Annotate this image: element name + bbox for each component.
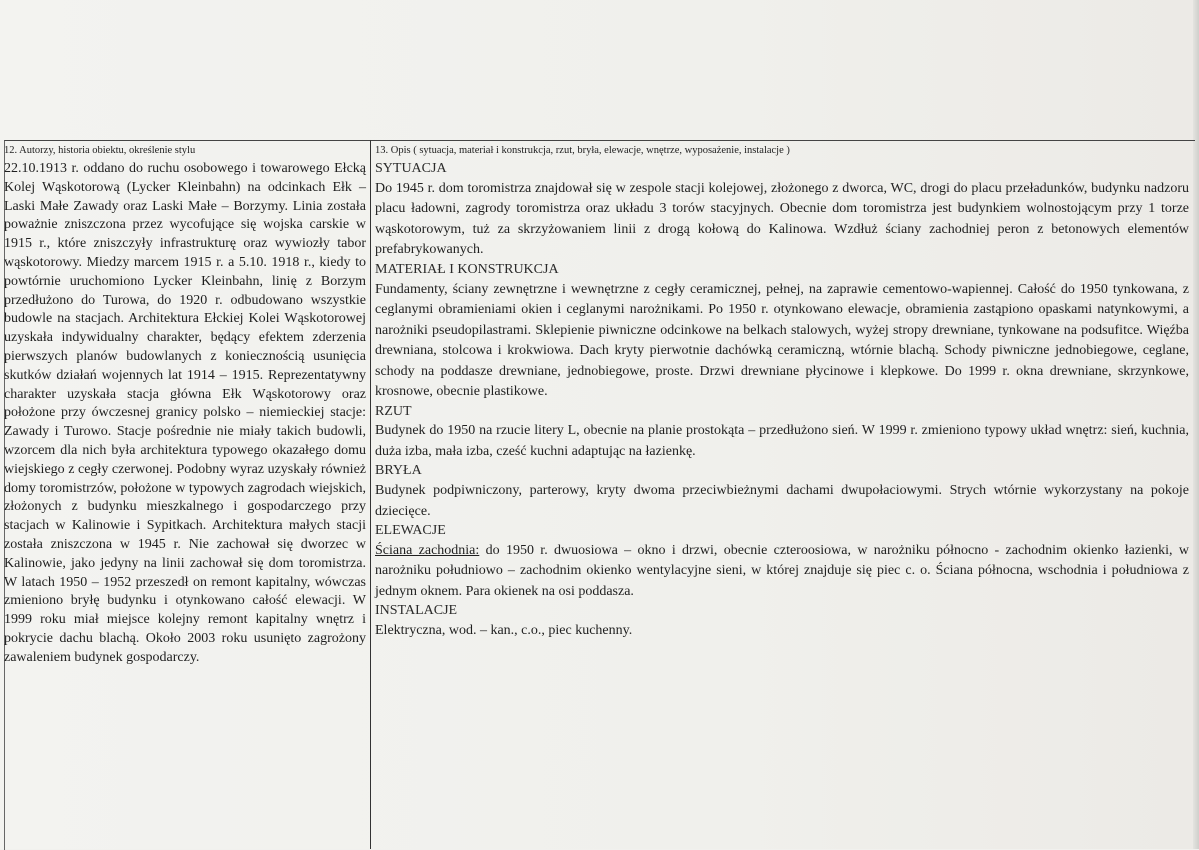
section-elewacje [375,522,1189,602]
section-body: Budynek podpiwniczony, parterowy, kryty dwoma przeciwbieżnymi dachami dwupołaciowymi. Strych wtórnie wykorzystany na pokoje dziecięce. [375,483,1189,519]
section-title: RZUT [375,403,412,419]
description-heading: 13. Opis ( sytuacja, materiał i konstrukcja, rzut, bryła, elewacje, wnętrze, wyposażenie, instalacje ) [375,145,790,156]
section-title: ELEWACJE [375,523,446,539]
section-body: Fundamenty, ściany zewnętrzne i wewnętrzne z cegły ceramicznej, pełnej, na zaprawie cementowo-wapiennej. Całość do 1950 tynkowana, z ceglanymi obramieniami okien i ceglanymi narożnikami. Po 1950 r. otynkowano elewacje, obramienia zastąpiono opaskami natynkowymi, a narożniki pseudopilastrami. Sklepienie piwniczne odcinkowe na belkach stalowych, wyżej stropy drewniane, tynkowane na podsufitce. Więźba drewniana, stolcowa i krokwiowa. Dach kryty pierwotnie dachówką ceramiczną, wtórnie blachą. Schody piwniczne jednobiegowe, ceglane, schody na poddasze drewniane, jednobiegowe, proste. Drzwi drewniane płycinowe i klepkowe. Do 1999 r. okna drewniane, skrzynkowe, krosnowe, obecnie plastikowe. [375,281,1189,400]
section-title: MATERIAŁ I KONSTRUKCJA [375,261,559,277]
section-instalacje [375,602,1189,641]
history-paragraph: 22.10.1913 r. oddano do ruchu osobowego i towarowego Ełcką Kolej Wąskotorową (Lycker Kleinbahn) na odcinkach Ełk – Laski Małe Zawady oraz Laski Małe – Borzymy. Linia została poważnie zniszczona przez wycofujące się wojska carskie w 1915 r., które zniszczyły infrastrukturę oraz wywiozły tabor wąskotorowy. Miedzy marcem 1915 r. a 5.10. 1918 r., kiedy to powtórnie uruchomiono Lycker Kleinbahn, linię z Borzym przedłużono do Turowa, do 1920 r. odbudowano wszystkie budowle na stacjach. Architektura Ełckiej Kolei Wąskotorowej uzyskała indywidualny charakter, będący efektem zderzenia pierwszych planów budowlanych z koniecznością usunięcia skutków działań wojennych lat 1914 – 1915. Reprezentatywny charakter uzyskała stacja główna Ełk Wąskotorowy oraz położone przy ówczesnej granicy polsko – niemieckiej stacje: Zawady i Turowo. Stacje pośrednie nie miały takich budowli, wzorcem dla nich była architektura typowego okazałego domu wiejskiego z cegły czerwonej. Podobny wyraz uzyskały również domy toromistrzów, położone w typowych zagrodach wiejskich, złożonych z budynku mieszkalnego i gospodarczego przy stacjach w Kalinowie i Sypitkach. Architektura małych stacji została zniszczona w 1945 r. Nie zachował się dworzec w Kalinowie, jako jedyny na linii zachował się dom toromistrza. W latach 1950 – 1952 przeszedł on remont kapitalny, wówczas zmieniono bryłę budynku i otynkowano całość elewacji. W 1999 roku miał miejsce kolejny remont kapitalny wnętrz i pokrycie dachu blachą. Około 2003 roku usunięto zagrożony zawaleniem budynek gospodarczy. [4,161,366,665]
history-heading: 12. Autorzy, historia obiektu, określenie stylu [4,145,196,156]
column-divider [370,140,371,849]
section-lead: Ściana zachodnia: [375,542,480,558]
history-column [4,142,366,668]
section-bryla [375,462,1189,522]
section-rzut [375,403,1189,463]
description-column [375,142,1189,642]
history-text [4,160,366,668]
section-title: BRYŁA [375,463,422,479]
section-body: Elektryczna, wod. – kan., c.o., piec kuchenny. [375,623,633,639]
section-title: INSTALACJE [375,603,458,619]
section-material [375,261,1189,403]
section-body: Budynek do 1950 na rzucie litery L, obecnie na planie prostokąta – przedłużono sień. W 1999 r. zmieniono typowy układ wnętrz: sień, kuchnia, duża izba, mała izba, cześć kuchni adaptując na łazienkę. [375,423,1189,459]
section-title: SYTUACJA [375,161,447,176]
section-sytuacja [375,160,1189,261]
section-body-text: do 1950 r. dwuosiowa – okno i drzwi, obecnie czteroosiowa, w narożniku północno - zachodnim okienko łazienki, w narożniku południowo – zachodnim okienko wentylacyjne sieni, w której znajduje się piec c. o. Ściana północna, wschodnia i południowa z jednym oknem. Para okienek na osi poddasza. [375,542,1189,599]
section-body [375,541,1189,603]
section-body: Do 1945 r. dom toromistrza znajdował się w zespole stacji kolejowej, złożonego z dworca, WC, drogi do placu przeładunków, budynku nadzoru placu ładowni, zagrody toromistrza oraz układu 3 torów stacyjnych. Obecnie dom toromistrza jest budynkiem wolnostojącym przy 1 torze wąskotorowym, tuż za skrzyżowaniem linii z drogą kołową do Kalinowa. Wzdłuż ściany zachodniej peron z betonowych elementów prefabrykowanych. [375,180,1189,258]
